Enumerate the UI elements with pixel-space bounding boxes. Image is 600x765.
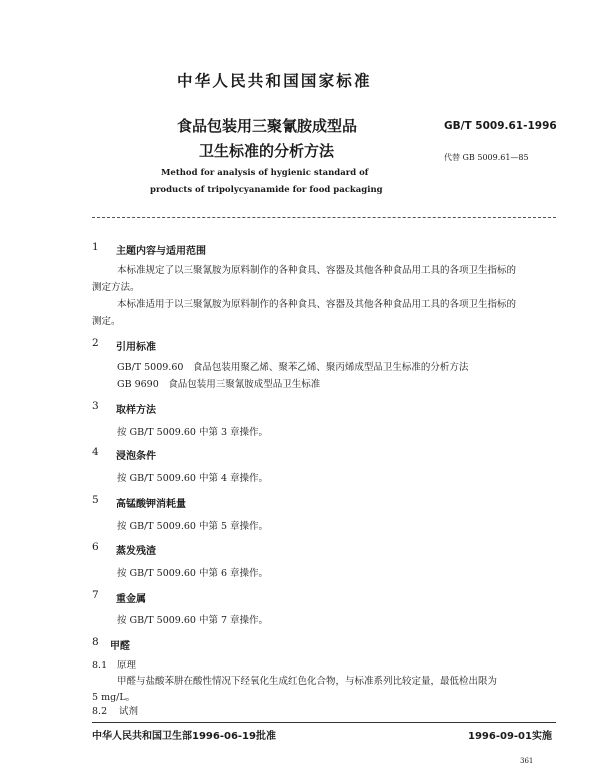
subsection-8-2-title: 试剂 — [119, 706, 139, 717]
header-rule — [92, 217, 556, 218]
section-7-text: 按 GB/T 5009.60 中第 7 章操作。 — [117, 615, 269, 626]
section-1-title: 主题内容与适用范围 — [116, 246, 206, 257]
doc-title-line2: 卫生标准的分析方法 — [199, 142, 335, 160]
approval-text: 中华人民共和国卫生部1996-06-19批准 — [92, 731, 276, 742]
org-title: 中华人民共和国国家标准 — [177, 72, 372, 90]
section-1-paragraph-line3: 本标准适用于以三聚氰胺为原料制作的各种食具、容器及其他各种食品用工具的各项卫生指标的 — [117, 299, 517, 310]
english-title-line1: Method for analysis of hygienic standard of — [161, 168, 369, 178]
section-3-text: 按 GB/T 5009.60 中第 3 章操作。 — [117, 427, 269, 438]
std-code: GB/T 5009.61-1996 — [444, 120, 557, 132]
footer-rule — [92, 722, 556, 723]
section-1-number: 1 — [92, 241, 99, 253]
replaces-note: 代替 GB 5009.61—85 — [444, 153, 529, 162]
section-4-text: 按 GB/T 5009.60 中第 4 章操作。 — [117, 473, 269, 484]
section-2-ref-2: GB 9690 食品包装用三聚氰胺成型品卫生标准 — [117, 379, 321, 390]
doc-title-line1: 食品包装用三聚氰胺成型品 — [177, 117, 358, 135]
section-4-title: 浸泡条件 — [116, 451, 156, 462]
subsection-8-1-text-line2: 5 mg/L。 — [92, 692, 136, 703]
subsection-8-1-title: 原理 — [117, 660, 137, 671]
english-title-line2: products of tripolycyanamide for food packaging — [150, 185, 383, 195]
section-5-number: 5 — [92, 494, 99, 506]
section-6-text: 按 GB/T 5009.60 中第 6 章操作。 — [117, 568, 269, 579]
subsection-8-1-text-line1: 甲醛与盐酸苯肼在酸性情况下经氧化生成红色化合物，与标准系列比较定量，最低检出限为 — [117, 676, 498, 687]
subsection-8-1-number: 8.1 — [92, 660, 108, 671]
section-5-text: 按 GB/T 5009.60 中第 5 章操作。 — [117, 521, 269, 532]
section-2-number: 2 — [92, 337, 99, 349]
section-8-title: 甲醛 — [110, 641, 130, 652]
section-6-number: 6 — [92, 541, 99, 553]
section-1-paragraph-line4: 测定。 — [92, 316, 121, 327]
subsection-8-2-number: 8.2 — [92, 706, 108, 717]
section-7-title: 重金属 — [116, 594, 146, 605]
section-3-title: 取样方法 — [116, 405, 156, 416]
effective-date: 1996-09-01实施 — [468, 731, 552, 742]
section-1-paragraph-line2: 测定方法。 — [92, 282, 140, 293]
section-6-title: 蒸发残渣 — [116, 546, 156, 557]
section-5-title: 高锰酸钾消耗量 — [116, 499, 186, 510]
section-3-number: 3 — [92, 400, 99, 412]
page-number: 361 — [520, 757, 534, 765]
section-2-ref-1: GB/T 5009.60 食品包装用聚乙烯、聚苯乙烯、聚丙烯成型品卫生标准的分析方法 — [117, 362, 469, 373]
section-7-number: 7 — [92, 589, 99, 601]
section-1-paragraph-line1: 本标准规定了以三聚氰胺为原料制作的各种食具、容器及其他各种食品用工具的各项卫生指标的 — [117, 265, 517, 276]
section-2-title: 引用标准 — [116, 342, 156, 353]
section-8-number: 8 — [92, 636, 99, 648]
section-4-number: 4 — [92, 446, 99, 458]
